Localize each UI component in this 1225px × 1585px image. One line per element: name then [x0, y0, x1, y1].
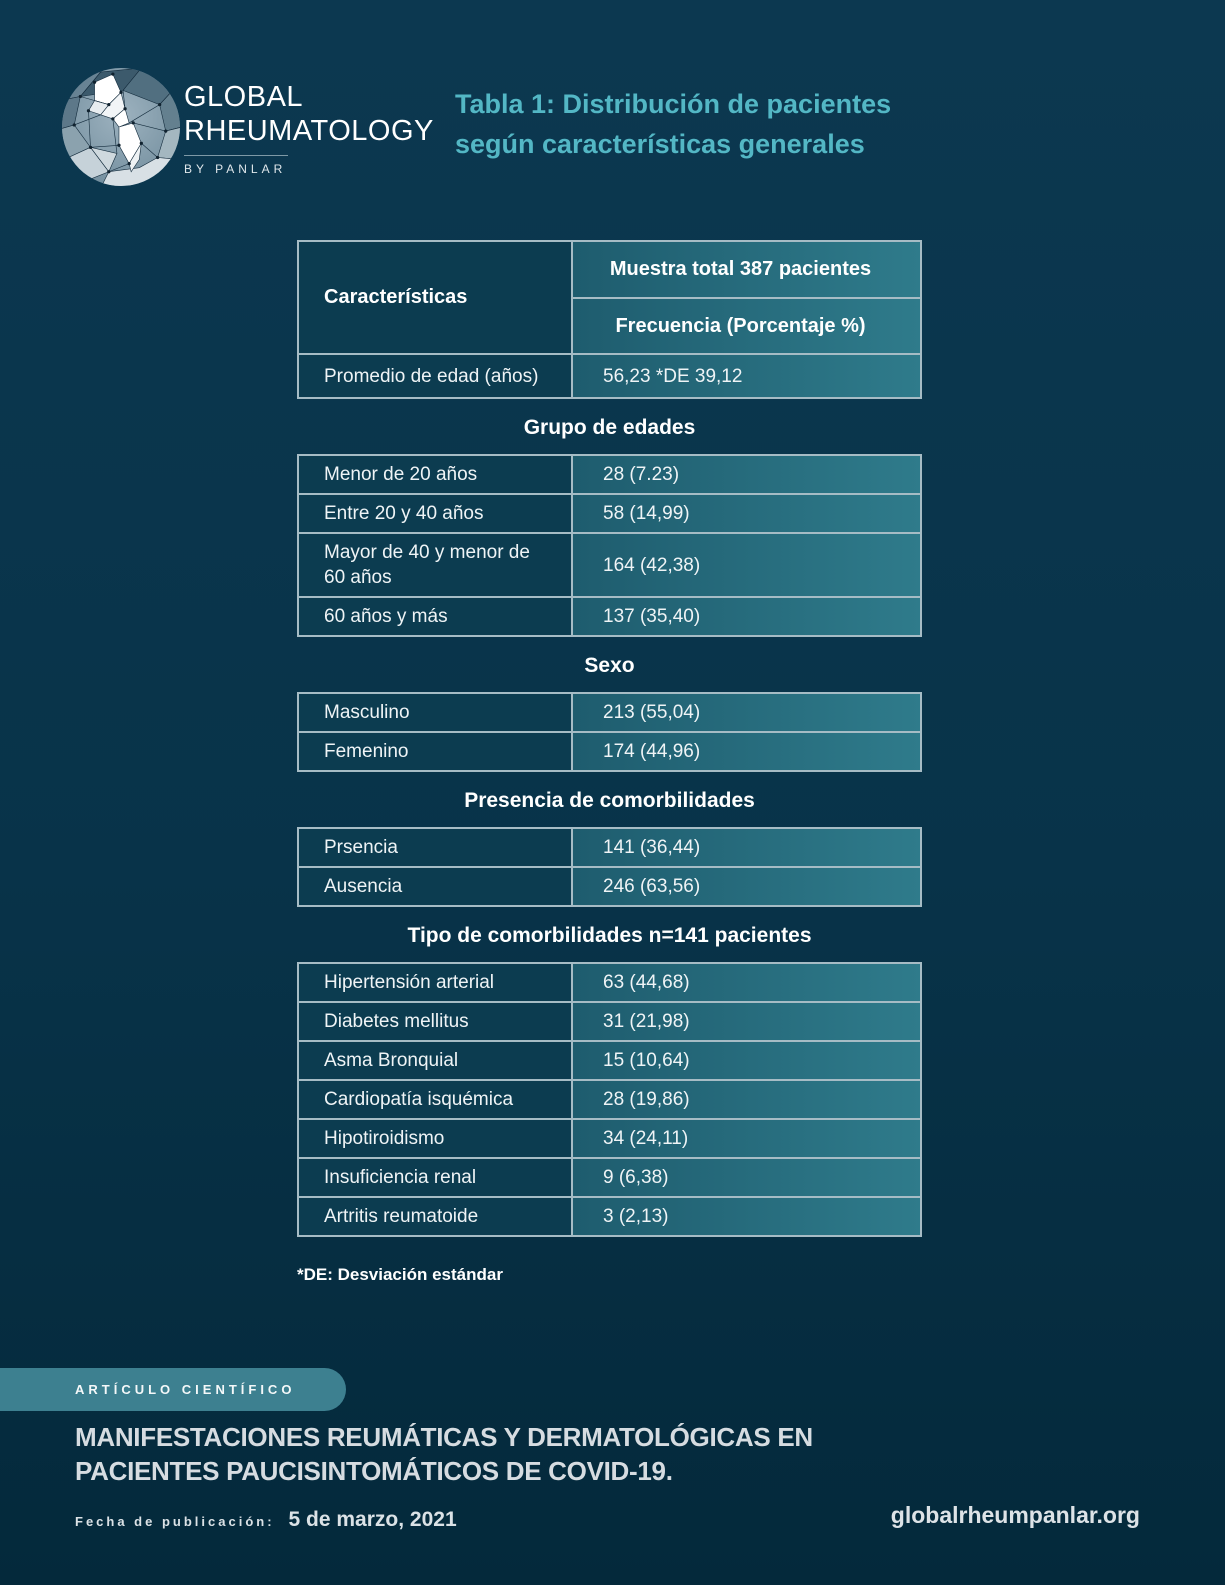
- brand-line-1: GLOBAL: [184, 81, 304, 113]
- article-category-label: ARTÍCULO CIENTÍFICO: [75, 1382, 296, 1397]
- row-value: 174 (44,96): [571, 731, 920, 770]
- row-value: 58 (14,99): [571, 493, 920, 532]
- publication-date-value: 5 de marzo, 2021: [288, 1508, 457, 1531]
- row-label: Prsencia: [299, 829, 571, 866]
- row-label: Entre 20 y 40 años: [299, 493, 571, 532]
- row-label: 60 años y más: [299, 596, 571, 635]
- row-value: 63 (44,68): [571, 964, 920, 1001]
- header-characteristics: Características: [299, 242, 571, 353]
- publication-date-label: Fecha de publicación:: [75, 1514, 275, 1529]
- table-caption: Tabla 1: Distribución de pacientes según características generales: [455, 89, 892, 159]
- row-label: Artritis reumatoide: [299, 1196, 571, 1235]
- row-label: Menor de 20 años: [299, 456, 571, 493]
- row-value: 3 (2,13): [571, 1196, 920, 1235]
- row-label: Masculino: [299, 694, 571, 731]
- row-value: 141 (36,44): [571, 829, 920, 866]
- row-label: Diabetes mellitus: [299, 1001, 571, 1040]
- row-value: 28 (7.23): [571, 456, 920, 493]
- row-value: 213 (55,04): [571, 694, 920, 731]
- characteristics-table: [297, 240, 922, 1285]
- row-label: Promedio de edad (años): [299, 353, 571, 397]
- website-link[interactable]: globalrheumpanlar.org: [890, 1502, 1140, 1528]
- row-label: Cardiopatía isquémica: [299, 1079, 571, 1118]
- row-value: 15 (10,64): [571, 1040, 920, 1079]
- section-title-sex: Sexo: [584, 654, 635, 677]
- header-sample-total: Muestra total 387 pacientes: [571, 242, 920, 297]
- section-block-age-groups: [297, 454, 922, 637]
- section-title-comorbidity-types: Tipo de comorbilidades n=141 pacientes: [407, 924, 812, 947]
- row-value: 34 (24,11): [571, 1118, 920, 1157]
- row-value: 164 (42,38): [571, 532, 920, 596]
- row-label: Hipertensión arterial: [299, 964, 571, 1001]
- row-label: Hipotiroidismo: [299, 1118, 571, 1157]
- table-header-block: [297, 240, 922, 399]
- brand-separator: [184, 155, 288, 156]
- globe-logo-icon: [60, 66, 182, 188]
- row-label: Ausencia: [299, 866, 571, 905]
- row-label: Asma Bronquial: [299, 1040, 571, 1079]
- row-label: Insuficiencia renal: [299, 1157, 571, 1196]
- row-value: 137 (35,40): [571, 596, 920, 635]
- section-block-comorbidity-presence: [297, 827, 922, 907]
- section-title-age-groups: Grupo de edades: [523, 416, 696, 439]
- publication-date: [75, 1508, 457, 1532]
- row-value: 246 (63,56): [571, 866, 920, 905]
- section-block-comorbidity-types: [297, 962, 922, 1237]
- article-category-badge: [0, 1368, 346, 1411]
- row-value: 9 (6,38): [571, 1157, 920, 1196]
- brand-byline: BY PANLAR: [184, 162, 287, 176]
- brand-wordmark: [184, 80, 434, 176]
- table-footnote: *DE: Desviación estándar: [297, 1265, 503, 1284]
- header-frequency: Frecuencia (Porcentaje %): [571, 297, 920, 353]
- row-label: Mayor de 40 y menor de 60 años: [299, 532, 571, 596]
- row-label: Femenino: [299, 731, 571, 770]
- row-value: 28 (19,86): [571, 1079, 920, 1118]
- section-title-comorbidity-presence: Presencia de comorbilidades: [464, 789, 755, 812]
- row-value: 31 (21,98): [571, 1001, 920, 1040]
- brand-line-2: RHEUMATOLOGY: [184, 115, 434, 147]
- article-title: MANIFESTACIONES REUMÁTICAS Y DERMATOLÓGICAS EN PACIENTES PAUCISINTOMÁTICOS DE COVID-19.: [75, 1422, 813, 1486]
- row-value: 56,23 *DE 39,12: [571, 353, 920, 397]
- section-block-sex: [297, 692, 922, 772]
